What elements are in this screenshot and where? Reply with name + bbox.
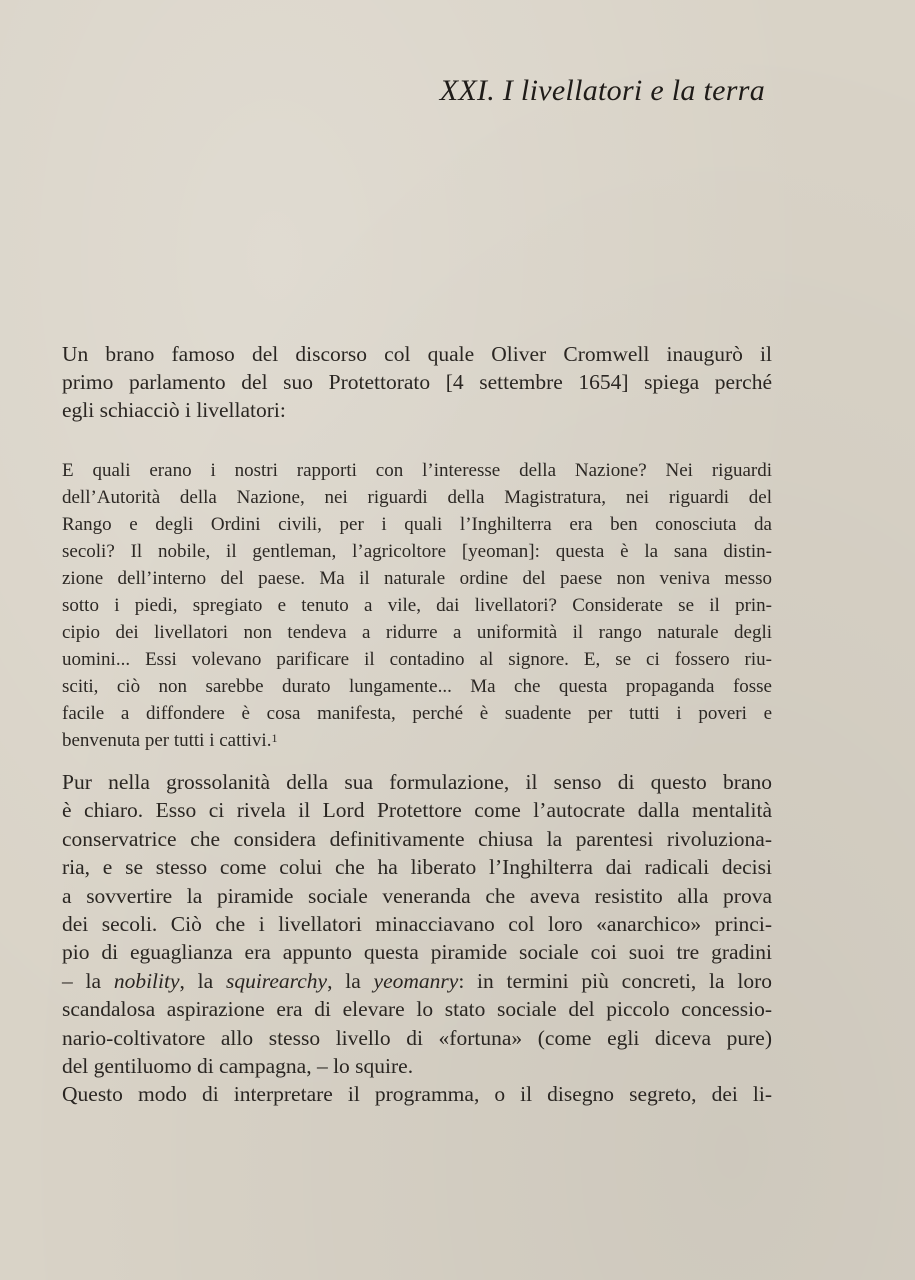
body-line: conservatrice che considera definitivamente chiusa la parentesi rivoluziona- — [62, 826, 772, 851]
body-line: a sovvertire la piramide sociale veneranda che aveva resistito alla prova — [62, 883, 772, 908]
terms-separator: , la — [179, 968, 226, 993]
quote-line: cipio dei livellatori non tendeva a ridurre a uniformità il rango naturale degli — [62, 622, 772, 643]
quote-line: secoli? Il nobile, il gentleman, l’agricoltore [yeoman]: questa è la sana distin- — [62, 541, 772, 562]
terms-prefix: – la — [62, 968, 114, 993]
body-line: ria, e se stesso come colui che ha liberato l’Inghilterra dai radicali decisi — [62, 855, 772, 880]
quote-line: facile a diffondere è cosa manifesta, perché è suadente per tutti i poveri e — [62, 703, 772, 724]
quote-line: zione dell’interno del paese. Ma il naturale ordine del paese non veniva messo — [62, 568, 772, 589]
body-line: è chiaro. Esso ci rivela il Lord Protettore come l’autocrate dalla mentalità — [62, 798, 772, 823]
quote-line: Rango e degli Ordini civili, per i quali l’Inghilterra era ben conosciuta da — [62, 514, 772, 535]
next-paragraph-line: Questo modo di interpretare il programma, o il disegno segreto, dei li- — [62, 1082, 772, 1107]
intro-line: primo parlamento del suo Protettorato [4 settembre 1654] spiega perché — [62, 370, 772, 394]
body-line: Pur nella grossolanità della sua formulazione, il senso di questo brano — [62, 770, 772, 794]
footnote-marker: 1 — [271, 731, 278, 745]
intro-line: Un brano famoso del discorso col quale Oliver Cromwell inaugurò il — [62, 342, 772, 366]
quote-line: dell’Autorità della Nazione, nei riguardi della Magistratura, nei riguardi del — [62, 487, 772, 508]
chapter-title: XXI. I livellatori e la terra — [439, 74, 765, 107]
commentary-paragraph — [62, 768, 772, 1109]
body-line: nario-coltivatore allo stesso livello di «fortuna» (come egli diceva pure) — [62, 1025, 772, 1050]
quote-last-line — [62, 727, 772, 754]
intro-paragraph — [62, 340, 772, 424]
terms-suffix: : in termini più concreti, la loro — [458, 968, 772, 993]
quote-line: sciti, ciò non sarebbe durato lungamente... Ma che questa propaganda fosse — [62, 676, 772, 697]
quote-line: sotto i piedi, spregiato e tenuto a vile, dai livellatori? Considerate se il prin- — [62, 595, 772, 616]
body-line: del gentiluomo di campagna, – lo squire. — [62, 1054, 414, 1079]
terms-separator: , la — [327, 968, 374, 993]
term-nobility: nobility — [113, 968, 180, 993]
quote-line-text: benvenuta per tutti i cattivi. — [62, 730, 272, 751]
body-line: scandalosa aspirazione era di elevare lo stato sociale del piccolo concessio- — [62, 997, 772, 1022]
quote-line: E quali erano i nostri rapporti con l’interesse della Nazione? Nei riguardi — [62, 460, 772, 481]
quote-line: uomini... Essi volevano parificare il contadino al signore. E, se ci fossero riu- — [62, 649, 772, 670]
body-line-terms — [62, 967, 772, 995]
term-squirearchy: squirearchy — [225, 968, 328, 993]
term-yeomanry: yeomanry — [373, 968, 459, 993]
cromwell-quote — [62, 457, 772, 754]
body-line: pio di eguaglianza era appunto questa piramide sociale coi suoi tre gradini — [62, 940, 772, 965]
body-line: dei secoli. Ciò che i livellatori minacciavano col loro «anarchico» princi- — [62, 912, 772, 937]
intro-line: egli schiacciò i livellatori: — [62, 398, 286, 422]
